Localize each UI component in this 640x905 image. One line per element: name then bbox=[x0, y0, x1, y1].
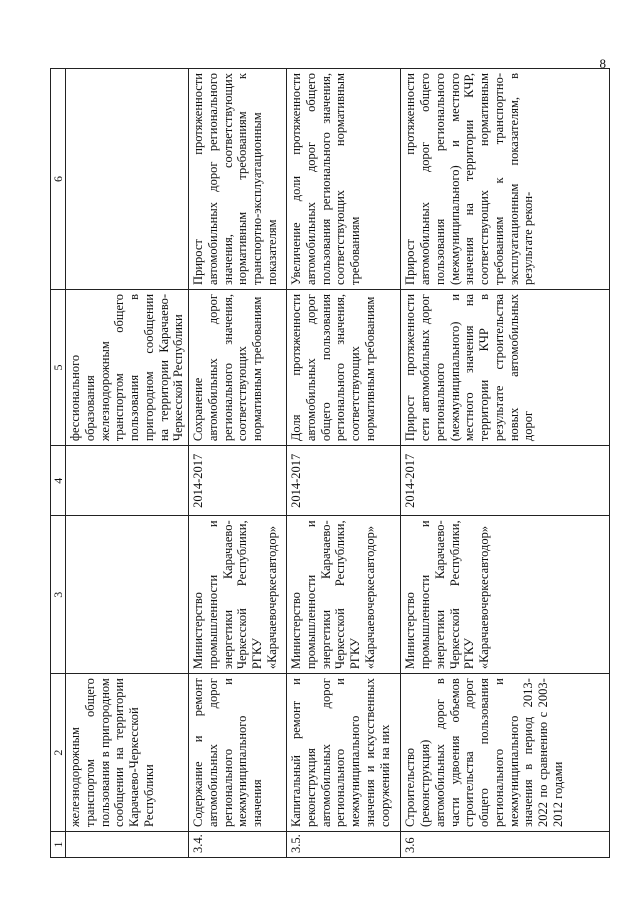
period-cell: 2014-2017 bbox=[189, 446, 287, 516]
executor-cell: Министерство промышленности и энергетики Карачаево-Черкесской Республики, РГКУ «Карачаевочеркесавтодор» bbox=[189, 516, 287, 674]
column-header: 3 bbox=[51, 516, 66, 674]
program-table bbox=[50, 68, 610, 858]
executor-cell bbox=[66, 516, 189, 674]
table-row bbox=[66, 69, 189, 858]
result-cell: Прирост протяженности автомобильных дорог общего пользования регионального (межмуниципального) и местного значения на территории КЧР, соответствующих нормативным требованиям к транспортно-эксплуатационным показателям, в результате рекон- bbox=[401, 69, 610, 290]
indicator-cell: Прирост протяженности сети автомобильных дорог регионального (межмуниципального) и местного значения на территории КЧР в результате строительства новых автомобильных дорог bbox=[401, 289, 610, 445]
table-row bbox=[401, 69, 610, 858]
rotated-table-container bbox=[50, 68, 610, 858]
result-cell bbox=[66, 69, 189, 290]
measure-cell: Капитальный ремонт и реконструкция автомобильных дорог регионального и межмуниципального значения и искусственных сооружений на них bbox=[287, 674, 401, 832]
period-cell: 2014-2017 bbox=[401, 446, 610, 516]
row-number bbox=[66, 831, 189, 857]
executor-cell: Министерство промышленности и энергетики Карачаево-Черкесской Республики, РГКУ «Карачаевочеркесавтодор» bbox=[401, 516, 610, 674]
period-cell: 2014-2017 bbox=[287, 446, 401, 516]
column-header: 4 bbox=[51, 446, 66, 516]
result-cell: Прирост протяженности автомобильных дорог регионального значения, соответствующих нормативным требованиям к транспортно-эксплуатационным показателям bbox=[189, 69, 287, 290]
column-header: 6 bbox=[51, 69, 66, 290]
indicator-cell: фессионального образования железнодорожным транспортом общего пользования в пригородном сообщении на территории Карачаево-Черкесской Республики bbox=[66, 289, 189, 445]
header-row bbox=[51, 69, 66, 858]
row-number: 3.4. bbox=[189, 831, 287, 857]
column-header: 5 bbox=[51, 289, 66, 445]
measure-cell: Содержание и ремонт автомобильных дорог регионального и межмуниципального значения bbox=[189, 674, 287, 832]
executor-cell: Министерство промышленности и энергетики Карачаево-Черкесской Республики, РГКУ «Карачаевочеркесавтодор» bbox=[287, 516, 401, 674]
indicator-cell: Доля протяженности автомобильных дорог общего пользования регионального значения, соответствующих нормативным требованиям bbox=[287, 289, 401, 445]
result-cell: Увеличение доли протяженности автомобильных дорог общего пользования регионального значения, соответствующих нормативным требованиям bbox=[287, 69, 401, 290]
page-number: 8 bbox=[599, 56, 606, 71]
indicator-cell: Сохранение автомобильных дорог регионального значения, соответствующих нормативным требованиям bbox=[189, 289, 287, 445]
column-header: 1 bbox=[51, 831, 66, 857]
measure-cell: железнодорожным транспортом общего пользования в пригородном сообщении на территории Карачаево-Черкесской Республики bbox=[66, 674, 189, 832]
column-header: 2 bbox=[51, 674, 66, 832]
table-row bbox=[287, 69, 401, 858]
table-row bbox=[189, 69, 287, 858]
measure-cell: Строительство (реконструкция) автомобильных дорог в части удвоения объемов строительства дорог общего пользования регионального и межмуниципального значения в период 2013- 2022 по сравнению с 2003-2012 годами bbox=[401, 674, 610, 832]
period-cell bbox=[66, 446, 189, 516]
row-number: 3.5. bbox=[287, 831, 401, 857]
row-number: 3.6 bbox=[401, 831, 610, 857]
